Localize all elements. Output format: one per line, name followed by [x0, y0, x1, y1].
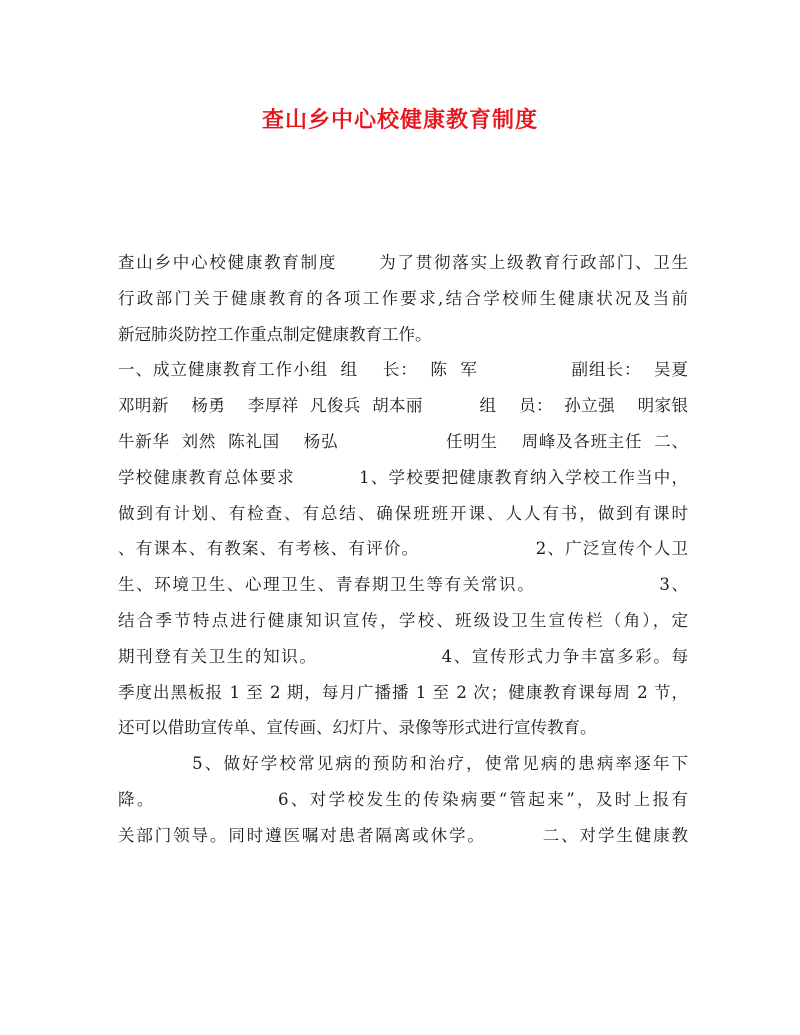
body-line: 降。 6、对学校发生的传染病要“管起来”，及时上报有: [118, 789, 688, 809]
body-line: 期刊登有关卫生的知识。 4、宣传形式力争丰富多彩。每: [118, 646, 688, 666]
body-line: 做到有计划、有检查、有总结、确保班班开课、人人有书，做到有课时: [118, 503, 688, 523]
body-line: 季度出黑板报 1 至 2 期，每月广播播 1 至 2 次；健康教育课每周 2 节，: [118, 682, 688, 702]
body-line: 学校健康教育总体要求 1、学校要把健康教育纳入学校工作当中，: [118, 467, 688, 487]
body-line: 5、做好学校常见病的预防和治疗，使常见病的患病率逐年下: [118, 754, 688, 774]
body-line: 行政部门关于健康教育的各项工作要求,结合学校师生健康状况及当前: [118, 288, 688, 308]
body-line: 还可以借助宣传单、宣传画、幻灯片、录像等形式进行宣传教育。: [118, 718, 597, 738]
body-line: 牛新华 刘然 陈礼国 杨弘 任明生 周峰及各班主任 二、: [118, 431, 688, 451]
body-line: 、有课本、有教案、有考核、有评价。 2、广泛宣传个人卫: [118, 539, 688, 559]
body-line: 新冠肺炎防控工作重点制定健康教育工作。: [118, 324, 432, 344]
body-line: 生、环境卫生、心理卫生、青春期卫生等有关常识。 3、: [118, 575, 688, 595]
body-line: 邓明新 杨勇 李厚祥 凡俊兵 胡本丽 组 员： 孙立强 明家银: [118, 396, 688, 416]
body-line: 关部门领导。同时遵医嘱对患者隔离或休学。 二、对学生健康教: [118, 825, 688, 845]
document-title: 查山乡中心校健康教育制度: [261, 107, 538, 133]
body-line: 结合季节特点进行健康知识宣传，学校、班级设卫生宣传栏（角），定: [118, 610, 688, 630]
body-line: 查山乡中心校健康教育制度 为了贯彻落实上级教育行政部门、卫生: [118, 253, 688, 272]
body-line: 一、成立健康教育工作小组 组 长： 陈 军 副组长： 吴夏: [118, 360, 688, 380]
document-body: [118, 245, 688, 854]
